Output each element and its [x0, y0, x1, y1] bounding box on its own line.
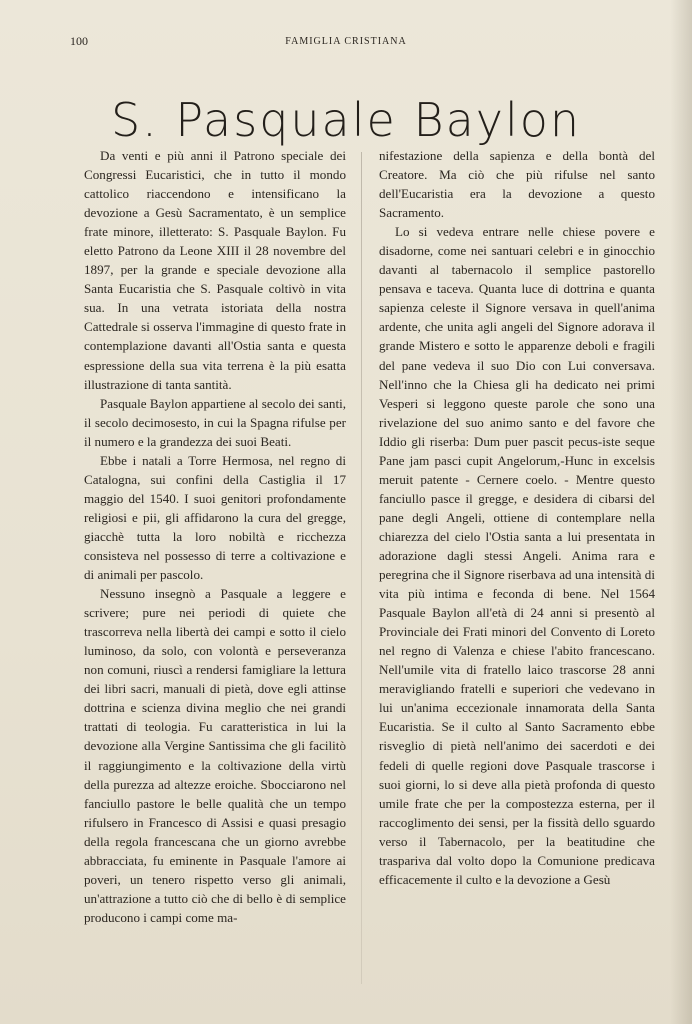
- paragraph: nifestazione della sapienza e della bontà del Creatore. Ma ciò che più rifulse nel santo dell'Eucaristia era la devozione a questo Sacramento.: [379, 148, 655, 221]
- paragraph: Da venti e più anni il Patrono speciale dei Congressi Eucaristici, che in tutto il mondo cattolico riaccendono e intensificano la devozione a Gesù Sacramentato, è un semplice frate minore, illetterato: S. Pasquale Baylon. Fu eletto Patrono da Leone XIII il 28 novembre del 1897, per la grande e speciale devozione alla Santa Eucaristia che S. Pasquale coltivò in vita sua. In una vetrata istoriata della nostra Cattedrale si osserva l'immagine di questo frate in contemplazione davanti all'Ostia santa e questa espressione della sua vita terrena è la più esatta illustrazione di tanta santità.: [84, 148, 346, 392]
- paragraph: Lo si vedeva entrare nelle chiese povere e disadorne, come nei santuari celebri e in ginocchio davanti al tabernacolo il semplice pastorello pensava e taceva. Quanta luce di dottrina e quanta sapienza celeste il Signore versava in quell'anima ardente, che unita agli angeli del Signore adorava il grande Mistero e sotto le apparenze deboli e fragili del pane vedeva il suo Dio con Lui conversava. Nell'inno che la Chiesa gli ha dedicato nei primi Vesperi si leggono queste parole che sono una rivelazione del suo animo santo e del favore che Iddio gli riserba: Dum puer pascit pecus-iste seque Pane jam pasci cupit Angelorum,-Hunc in excelsis meruit patente - Cernere coelo. - Mentre questo fanciullo pasce il gregge, e desidera di cibarsi del pane degli Angeli, ottiene di contemplare nella chiarezza del cielo l'Ostia santa a lui presentata in adorazione dagli stessi Angeli. Anima rara e peregrina che il Signore riserbava ad una intensità di vita più intima e feconda di bene. Nel 1564 Pasquale Baylon all'età di 24 anni si presentò al Provinciale dei Frati minori del Convento di Loreto nel regno di Valenza e chiese l'abito francescano. Nell'umile vita di fratello laico trascorse 28 anni meravigliando fratelli e superiori che vedevano in lui un'anima eccezionale innamorata della Santa Eucaristia. Se il culto al Santo Sacramento ebbe risveglio di pietà nell'animo dei sacerdoti e dei fedeli di quelle regioni dove Pasquale trascorse i suoi giorni, lo si deve alla pietà profonda di questo umile frate che per la compostezza esterna, per il raccoglimento dei sensi, per la fissità dello sguardo verso il Tabernacolo, per la beatitudine che traspariva dal volto dopo la Comunione predicava efficacemente il culto e la devozione a Gesù: [379, 224, 655, 887]
- page-number: 100: [70, 34, 88, 48]
- left-column: [84, 146, 346, 927]
- page-header: [0, 34, 692, 54]
- paragraph: Nessuno insegnò a Pasquale a leggere e scrivere; pure nei periodi di quiete che trascorreva nella libertà dei campi e sotto il cielo luminoso, da solo, con volontà e perseveranza non comuni, riuscì a rendersi famigliare la lettura dei libri sacri, manuali di pietà, dove egli attinse dottrina e scienza divina meglio che nei grandi trattati di teologia. Fu caratteristica in lui la devozione alla Vergine Santissima che gli facilitò il raggiungimento e la coltivazione della virtù della purezza ad altezze eroiche. Sbocciarono nel fanciullo pastore le belle qualità che un tempo rifulsero in Francesco di Assisi e quasi presagio della regola francescana che un giorno avrebbe abbracciata, fu eminente in Pasquale l'amore ai poveri, un tenero rispetto verso gli animali, un'attrazione a tutto ciò che di bello è di semplice producono i campi come ma-: [84, 586, 346, 925]
- paragraph: Ebbe i natali a Torre Hermosa, nel regno di Catalogna, sui confini della Castiglia il 17 maggio del 1540. I suoi genitori profondamente religiosi e pii, gli affidarono la cura del gregge, giacchè tutta la loro nobiltà e ricchezza consisteva nel possesso di terre a coltivazione e di animali per pascolo.: [84, 452, 346, 583]
- page-edge-shadow: [670, 0, 692, 1024]
- running-head: FAMIGLIA CRISTIANA: [285, 36, 407, 47]
- column-divider: [361, 152, 362, 984]
- article-title: S. Pasquale Baylon: [110, 92, 582, 147]
- right-column: [379, 146, 655, 889]
- paragraph: Pasquale Baylon appartiene al secolo dei santi, il secolo decimosesto, in cui la Spagna rifulse per il numero e la grandezza dei suoi Beati.: [84, 395, 346, 449]
